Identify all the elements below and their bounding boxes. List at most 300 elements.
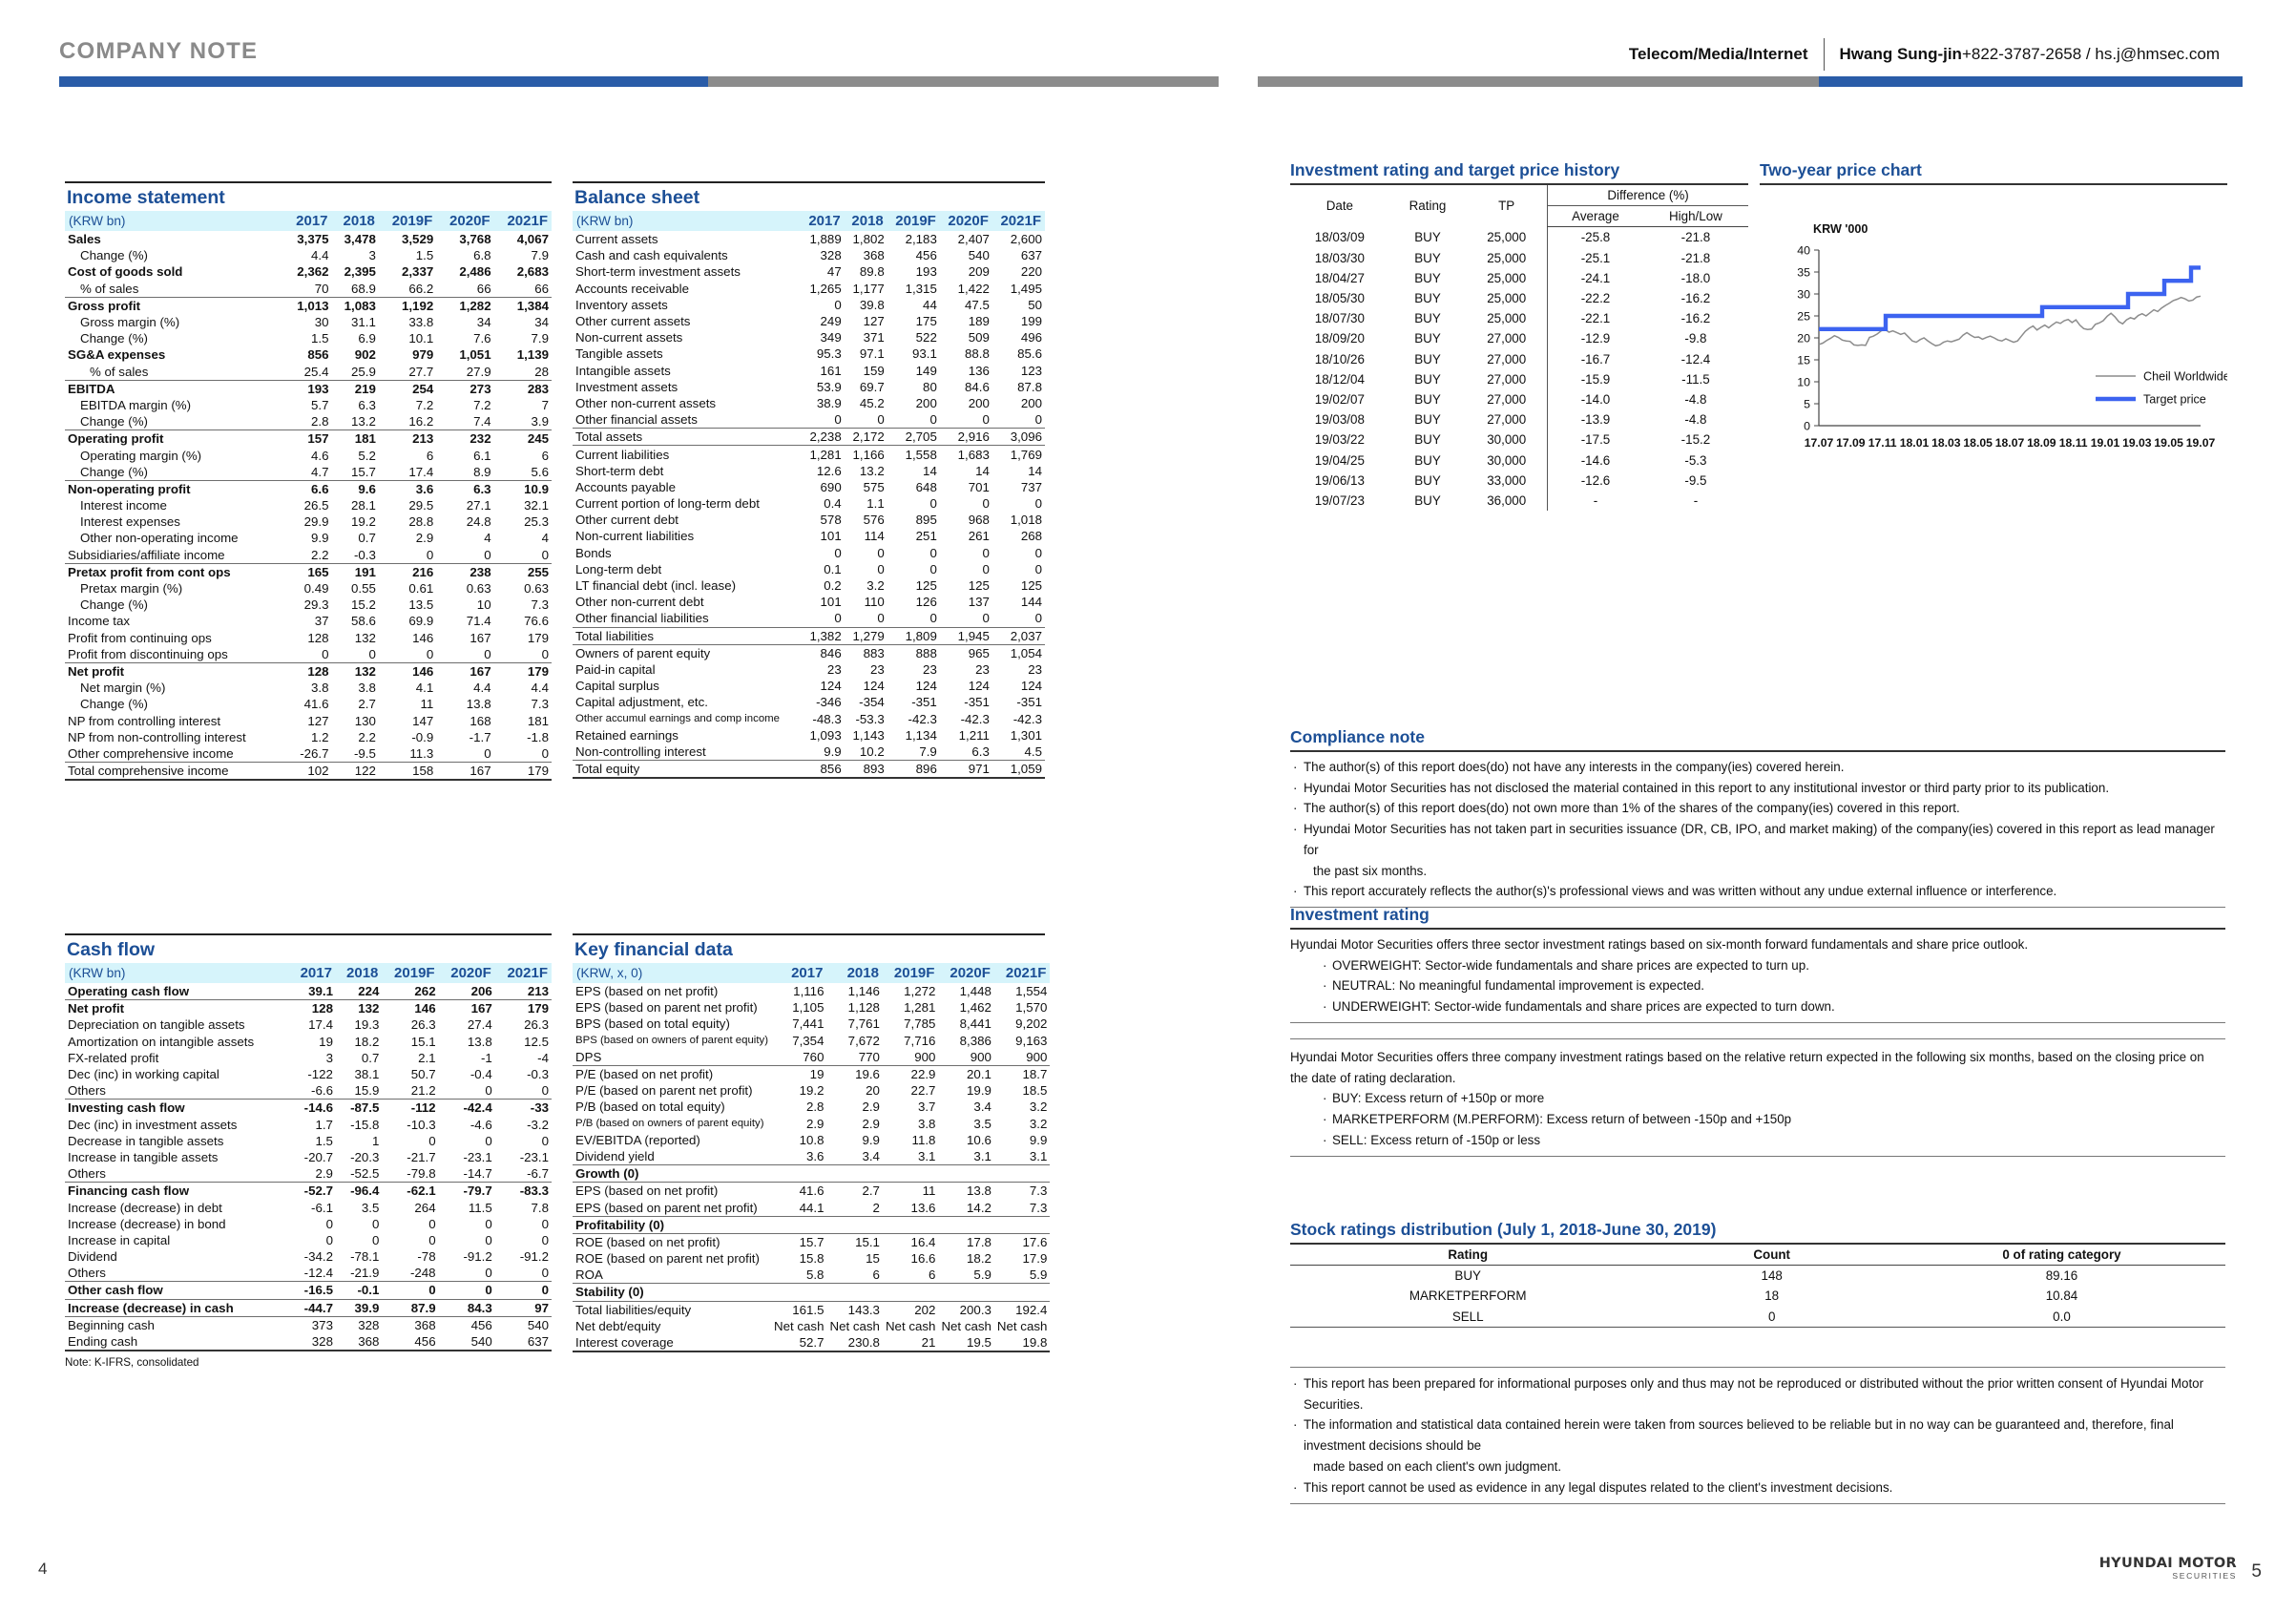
row-value	[938, 1216, 993, 1233]
row-value: -351	[1016, 695, 1042, 710]
row-value: 0	[485, 1266, 492, 1281]
table-row	[65, 247, 552, 263]
row-value: 230.8	[826, 1334, 882, 1351]
table-row	[65, 696, 552, 712]
row-value: 3.4	[973, 1100, 991, 1115]
row-value: 0	[426, 646, 434, 661]
row-value: 1,281	[802, 446, 845, 463]
paragraph-text: Hyundai Motor Securities offers three sector investment ratings based on six-month forward fundamentals and share price outlook.	[1290, 937, 2029, 952]
row-value: 2,183	[905, 232, 937, 247]
row-label: Accounts receivable	[575, 281, 689, 296]
diff-average: -14.6	[1548, 450, 1643, 470]
row-value: 2.9	[862, 1100, 880, 1115]
row-value: 0	[368, 646, 376, 661]
row-value: 1,192	[379, 297, 436, 314]
row-value: 85.6	[1017, 346, 1042, 362]
row-value: 1,146	[847, 984, 880, 999]
row-value: 13.2	[859, 463, 885, 478]
year-header: 2017	[771, 963, 826, 983]
row-value: 26.3	[410, 1017, 436, 1033]
diff-highlow: -4.8	[1684, 412, 1707, 428]
row-label: Tangible assets	[575, 346, 663, 362]
row-value: 3,768	[459, 232, 491, 247]
row-value: 26.3	[524, 1017, 549, 1033]
row-value: 24.8	[466, 514, 491, 530]
row-value: 4.1	[415, 681, 434, 696]
row-value: 2,683	[516, 264, 549, 280]
row-value: 0	[484, 646, 491, 661]
row-value: 87.8	[1017, 379, 1042, 394]
row-value: 6.3	[358, 397, 376, 412]
row-label: Non-current assets	[575, 330, 683, 346]
table-row	[573, 999, 1050, 1016]
row-value: -6.7	[527, 1166, 549, 1182]
table-row	[573, 1301, 1050, 1318]
table-row	[65, 263, 552, 280]
row-value: 0	[1034, 561, 1042, 576]
row-value: 0	[834, 412, 842, 428]
row-value: 7.9	[919, 744, 937, 759]
row-value: 66	[476, 281, 491, 296]
row-value: 132	[332, 662, 379, 680]
row-value: Net cash	[885, 1318, 936, 1333]
row-value: Net cash	[941, 1318, 991, 1333]
table-row	[573, 446, 1045, 463]
row-value: 0	[541, 745, 549, 761]
row-value: 3	[368, 248, 376, 263]
row-value: 238	[436, 563, 493, 580]
row-value: 1,554	[1015, 984, 1048, 999]
row-label: Sales	[68, 232, 101, 247]
chart-x-tick: 18.07	[1994, 436, 2025, 450]
row-value: 255	[494, 563, 552, 580]
row-value: 18.7	[994, 1065, 1050, 1082]
row-value: 87.9	[382, 1299, 438, 1316]
page-number-right: 5	[2251, 1561, 2262, 1582]
row-value: 58.6	[351, 614, 376, 629]
row-value: 637	[495, 1333, 552, 1351]
row-value: 122	[332, 763, 379, 781]
row-value: 902	[354, 347, 376, 363]
row-label: Other non-current debt	[575, 595, 704, 610]
year-header: 2020F	[940, 211, 992, 231]
year-header: 2019F	[382, 963, 438, 983]
diff-highlow: -21.8	[1680, 250, 1711, 265]
table-row	[65, 1066, 552, 1082]
row-value: 2.8	[311, 414, 329, 429]
cash-flow-title: Cash flow	[65, 933, 552, 963]
row-value: 27.4	[467, 1017, 492, 1033]
row-value: 254	[379, 380, 436, 397]
year-header: 2017	[802, 211, 845, 231]
row-value: -21.7	[407, 1149, 436, 1164]
row-value: 124	[968, 679, 990, 694]
legend-label-cheil-worldwide: Cheil Worldwide	[2143, 369, 2227, 384]
diff-average: -15.9	[1548, 369, 1643, 389]
row-label: Current assets	[575, 232, 658, 247]
row-label: Other non-current assets	[575, 395, 717, 410]
row-label: Current liabilities	[573, 446, 802, 463]
row-value: -346	[816, 695, 842, 710]
row-label: Change (%)	[80, 414, 148, 429]
row-value: -33	[495, 1100, 552, 1117]
row-value: 3,096	[992, 429, 1045, 446]
table-row	[573, 744, 1045, 761]
bullet-item: made based on each client's own judgment.	[1313, 1458, 1562, 1474]
row-value: 5.6	[531, 464, 549, 479]
row-value: 69.7	[859, 379, 885, 394]
row-value: 17.4	[408, 464, 434, 479]
key-financial-data-title: Key financial data	[573, 933, 1045, 963]
unit-label: (KRW, x, 0)	[573, 963, 771, 983]
table-row	[573, 379, 1045, 395]
row-value: 328	[290, 1333, 336, 1351]
col-rating: Rating	[1409, 199, 1447, 214]
compliance-note-block	[1290, 727, 2225, 908]
row-value: 249	[820, 314, 842, 329]
row-value: 1,211	[958, 727, 990, 743]
row-value	[883, 1284, 938, 1301]
row-value: 1	[372, 1133, 380, 1148]
table-row	[1290, 268, 1748, 288]
bullet-item: · Hyundai Motor Securities has not taken part in securities issuance (DR, CB, IPO, and market making) of the company(ies) covered in this report as lead manager for	[1290, 819, 2225, 860]
table-row	[65, 297, 552, 314]
row-value: 27.7	[408, 364, 434, 379]
diff-average: -12.6	[1548, 471, 1643, 491]
row-value: -23.1	[519, 1149, 549, 1164]
row-label: Change (%)	[80, 697, 148, 712]
row-value: -122	[307, 1067, 333, 1082]
price-chart-title: Two-year price chart	[1760, 160, 1922, 179]
target-price-step-line	[1819, 267, 2201, 328]
table-row	[65, 1299, 552, 1316]
row-value	[938, 1284, 993, 1301]
row-value: 89.8	[859, 264, 885, 280]
row-value: 159	[863, 363, 885, 378]
row-value: 2,486	[459, 264, 491, 280]
rating-value: BUY	[1414, 331, 1441, 346]
diff-highlow: -	[1693, 492, 1699, 508]
row-value: 4.7	[311, 464, 329, 479]
row-label: Operating margin (%)	[80, 448, 202, 463]
row-value: 232	[436, 430, 493, 448]
bullet-item: · SELL: Excess return of -150p or less	[1290, 1130, 2225, 1151]
row-value: -23.1	[463, 1149, 492, 1164]
row-value: 23	[923, 661, 937, 677]
row-label: NP from non-controlling interest	[68, 729, 246, 744]
diff-highlow: -15.2	[1680, 432, 1711, 448]
row-label: P/B (based on owners of parent equity)	[575, 1118, 764, 1130]
row-value: 0	[877, 611, 885, 626]
table-row	[573, 710, 1045, 726]
table-row	[573, 1099, 1050, 1115]
row-value	[994, 1216, 1050, 1233]
row-value: 3.8	[358, 681, 376, 696]
row-label: ROA	[575, 1267, 603, 1283]
ratings-distribution-block	[1290, 1220, 2225, 1328]
row-value: 2,172	[845, 429, 887, 446]
row-value: 124	[820, 679, 842, 694]
row-value: 575	[863, 479, 885, 494]
row-value: 1,495	[1010, 281, 1042, 296]
paragraph-text: the date of rating declaration.	[1290, 1070, 1456, 1085]
rating-value: BUY	[1414, 351, 1441, 367]
row-value: 167	[436, 662, 493, 680]
target-price: 25,000	[1487, 291, 1527, 306]
row-value: -91.2	[463, 1249, 492, 1265]
table-row	[573, 411, 1045, 429]
row-value: -14.7	[463, 1166, 492, 1182]
row-value: 7.2	[473, 397, 491, 412]
row-value: 760	[803, 1049, 824, 1064]
row-value: 7.9	[531, 248, 549, 263]
row-value: 18.2	[354, 1034, 380, 1049]
diff-highlow: -21.8	[1680, 230, 1711, 245]
row-value: 17.4	[308, 1017, 333, 1033]
row-value: 0	[982, 496, 990, 512]
row-value: 25.3	[524, 514, 549, 530]
row-label: EPS (based on parent net profit)	[575, 1000, 758, 1016]
table-row	[1290, 450, 1748, 470]
row-value: 84.3	[439, 1299, 495, 1316]
row-value: 146	[382, 1000, 438, 1017]
row-label: Interest expenses	[80, 514, 180, 530]
row-value: 0	[541, 1216, 549, 1231]
row-label: Net profit	[65, 1000, 290, 1017]
row-value: 7,761	[847, 1016, 880, 1032]
row-value: 19	[771, 1065, 826, 1082]
row-value: 7.3	[531, 597, 549, 613]
row-label: SG&A expenses	[68, 347, 166, 363]
row-value: 14	[1028, 463, 1042, 478]
row-value: 13.8	[467, 1034, 492, 1049]
row-value: 11.5	[468, 1200, 492, 1215]
table-row	[65, 563, 552, 580]
ratings-distribution-grid	[1290, 1245, 2225, 1328]
row-value: 1,945	[940, 627, 992, 644]
year-header: 2018	[336, 963, 382, 983]
row-value: 0	[484, 745, 491, 761]
table-row	[1290, 1266, 2225, 1287]
row-value: 0	[541, 646, 549, 661]
row-value: 0	[484, 547, 491, 562]
row-value	[826, 1165, 882, 1183]
bullet-item: · This report cannot be used as evidence in any legal disputes related to the client's investment decisions.	[1290, 1477, 2225, 1498]
row-value: 2.7	[358, 697, 376, 712]
row-value: 6.1	[473, 448, 491, 463]
row-value: -1.8	[527, 729, 549, 744]
table-row	[65, 580, 552, 597]
row-value: 19.9	[967, 1083, 991, 1099]
row-value: 6	[872, 1267, 880, 1283]
row-value: 97	[495, 1299, 552, 1316]
row-value: 101	[820, 595, 842, 610]
target-price: 30,000	[1487, 452, 1527, 468]
row-value: 21.2	[410, 1083, 436, 1099]
rating-date: 19/03/08	[1314, 412, 1365, 428]
row-value: 690	[820, 479, 842, 494]
table-row	[65, 364, 552, 381]
row-label: Net profit	[65, 662, 284, 680]
year-header: 2018	[826, 963, 882, 983]
row-value: 496	[1020, 330, 1042, 346]
row-value: 15.7	[351, 464, 376, 479]
row-value: 0	[426, 547, 434, 562]
rating-value: BUY	[1414, 250, 1441, 265]
table-row	[65, 231, 552, 247]
table-row	[1290, 308, 1748, 328]
row-value: 2.7	[826, 1183, 882, 1200]
row-value: 328	[336, 1316, 382, 1333]
row-value: 268	[1020, 529, 1042, 544]
row-label: Operating profit	[65, 430, 284, 448]
row-value: 2.9	[315, 1166, 333, 1182]
row-value: 0	[929, 412, 937, 428]
header-rule-left	[59, 76, 1219, 87]
row-value: 1,166	[845, 446, 887, 463]
target-price: 27,000	[1487, 331, 1527, 346]
row-value: 2,395	[344, 264, 376, 280]
row-value: -91.2	[519, 1249, 549, 1265]
row-value: 0	[428, 1232, 436, 1247]
cash-flow-table	[65, 933, 552, 1369]
row-value: -20.7	[303, 1149, 333, 1164]
table-row	[573, 1199, 1050, 1216]
row-value: 4.4	[311, 248, 329, 263]
row-label: Other financial assets	[575, 412, 698, 428]
row-value: 22.7	[910, 1083, 936, 1099]
rating-value: BUY	[1414, 371, 1441, 387]
footer-disclaimer-block	[1290, 1367, 2225, 1504]
price-chart-canvas	[1760, 185, 2227, 500]
row-label: Other financial liabilities	[575, 611, 709, 626]
rating-date: 18/05/30	[1314, 291, 1365, 306]
table-row	[65, 646, 552, 663]
table-row	[65, 513, 552, 530]
row-value: 0	[982, 545, 990, 560]
row-value: 0	[929, 561, 937, 576]
row-value: 13.2	[351, 414, 376, 429]
row-value: 31.1	[351, 315, 376, 330]
row-value: -26.7	[300, 745, 329, 761]
row-value: 9.9	[862, 1132, 880, 1147]
row-value: 1,301	[1010, 727, 1042, 743]
row-value: 168	[470, 713, 491, 728]
income-statement-title: Income statement	[65, 181, 552, 211]
col-pct: 0 of rating category	[1898, 1245, 2225, 1266]
row-value: 21	[883, 1334, 938, 1351]
row-value: 0	[485, 1083, 492, 1099]
table-row	[573, 1065, 1050, 1082]
col-highlow: High/Low	[1643, 206, 1748, 227]
row-label: Total liabilities/equity	[573, 1301, 771, 1318]
row-label: Pretax margin (%)	[80, 581, 183, 597]
row-value: 179	[494, 662, 552, 680]
row-value: 7.9	[531, 331, 549, 346]
row-value: 71.4	[466, 614, 491, 629]
chart-x-tick: 19.07	[2185, 436, 2216, 450]
row-value: 1.5	[315, 1133, 333, 1148]
legend-label-target-price: Target price	[2143, 392, 2206, 407]
row-value: 3.2	[1029, 1100, 1048, 1115]
row-value: 1,059	[992, 761, 1045, 779]
table-row	[573, 363, 1045, 379]
year-header: 2017	[290, 963, 336, 983]
row-value: 20.1	[938, 1065, 993, 1082]
diff-highlow: -12.4	[1680, 351, 1711, 367]
table-row	[573, 983, 1050, 999]
diff-average: -22.2	[1548, 288, 1643, 308]
diff-average: -	[1548, 491, 1643, 511]
row-value: 17.8	[938, 1233, 993, 1250]
table-row	[65, 1117, 552, 1133]
row-value: 38.9	[816, 395, 842, 410]
price-line-cheil-worldwide	[1819, 296, 2201, 346]
row-value: 1,083	[332, 297, 379, 314]
year-header: 2019F	[379, 211, 436, 231]
row-value: 1,116	[793, 984, 824, 999]
table-row	[573, 627, 1045, 644]
row-value: 6.3	[971, 744, 990, 759]
row-value: 456	[915, 248, 937, 263]
rating-value: BUY	[1414, 452, 1441, 468]
row-value: 2,037	[992, 627, 1045, 644]
row-value: 11	[883, 1183, 938, 1200]
row-value: 224	[358, 984, 380, 999]
row-value: -0.1	[336, 1282, 382, 1299]
table-row	[65, 530, 552, 546]
row-value: 4.6	[311, 448, 329, 463]
row-value: 68.9	[351, 281, 376, 296]
row-label: EV/EBITDA (reported)	[575, 1132, 700, 1147]
row-value: 7.4	[473, 414, 491, 429]
row-value: 328	[820, 248, 842, 263]
row-value: -42.3	[908, 711, 937, 726]
row-value: 41.6	[303, 697, 329, 712]
row-value: 213	[379, 430, 436, 448]
row-value: 14.2	[967, 1200, 991, 1215]
row-value: 39.8	[859, 297, 885, 312]
col-difference: Difference (%)	[1548, 185, 1748, 206]
bullet-item: · This report has been prepared for informational purposes only and thus may not be reproduced or distributed without the prior written consent of Hyundai Motor Securities.	[1290, 1373, 2225, 1414]
row-value: 2.9	[415, 531, 434, 546]
row-value: 1.1	[866, 496, 885, 512]
unit-label: (KRW bn)	[65, 211, 284, 231]
bullet-item: · UNDERWEIGHT: Sector-wide fundamentals and share prices are expected to turn down.	[1290, 996, 2225, 1017]
row-value: 200	[915, 395, 937, 410]
row-value: 16.6	[910, 1251, 936, 1267]
analyst-contact: +822-3787-2658 / hs.j@hmsec.com	[1961, 45, 2220, 63]
row-value: 9.9	[1029, 1132, 1048, 1147]
row-value: 15.9	[354, 1083, 380, 1099]
target-price: 27,000	[1487, 412, 1527, 428]
row-value: 3,478	[344, 232, 376, 247]
row-value: 3.7	[917, 1100, 936, 1115]
row-value: 37	[314, 614, 329, 629]
chart-y-tick: 25	[1797, 309, 1810, 324]
row-value: -4	[537, 1050, 549, 1065]
row-value: 132	[354, 630, 376, 645]
row-value: 0	[929, 496, 937, 512]
row-value: 0.55	[351, 581, 376, 597]
target-price: 27,000	[1487, 351, 1527, 367]
row-label: Profit from discontinuing ops	[68, 646, 228, 661]
row-value: 125	[968, 578, 990, 594]
row-value: -21.9	[350, 1266, 380, 1281]
table-row	[573, 644, 1045, 661]
row-value: -79.8	[407, 1166, 436, 1182]
table-row	[1290, 248, 1748, 268]
